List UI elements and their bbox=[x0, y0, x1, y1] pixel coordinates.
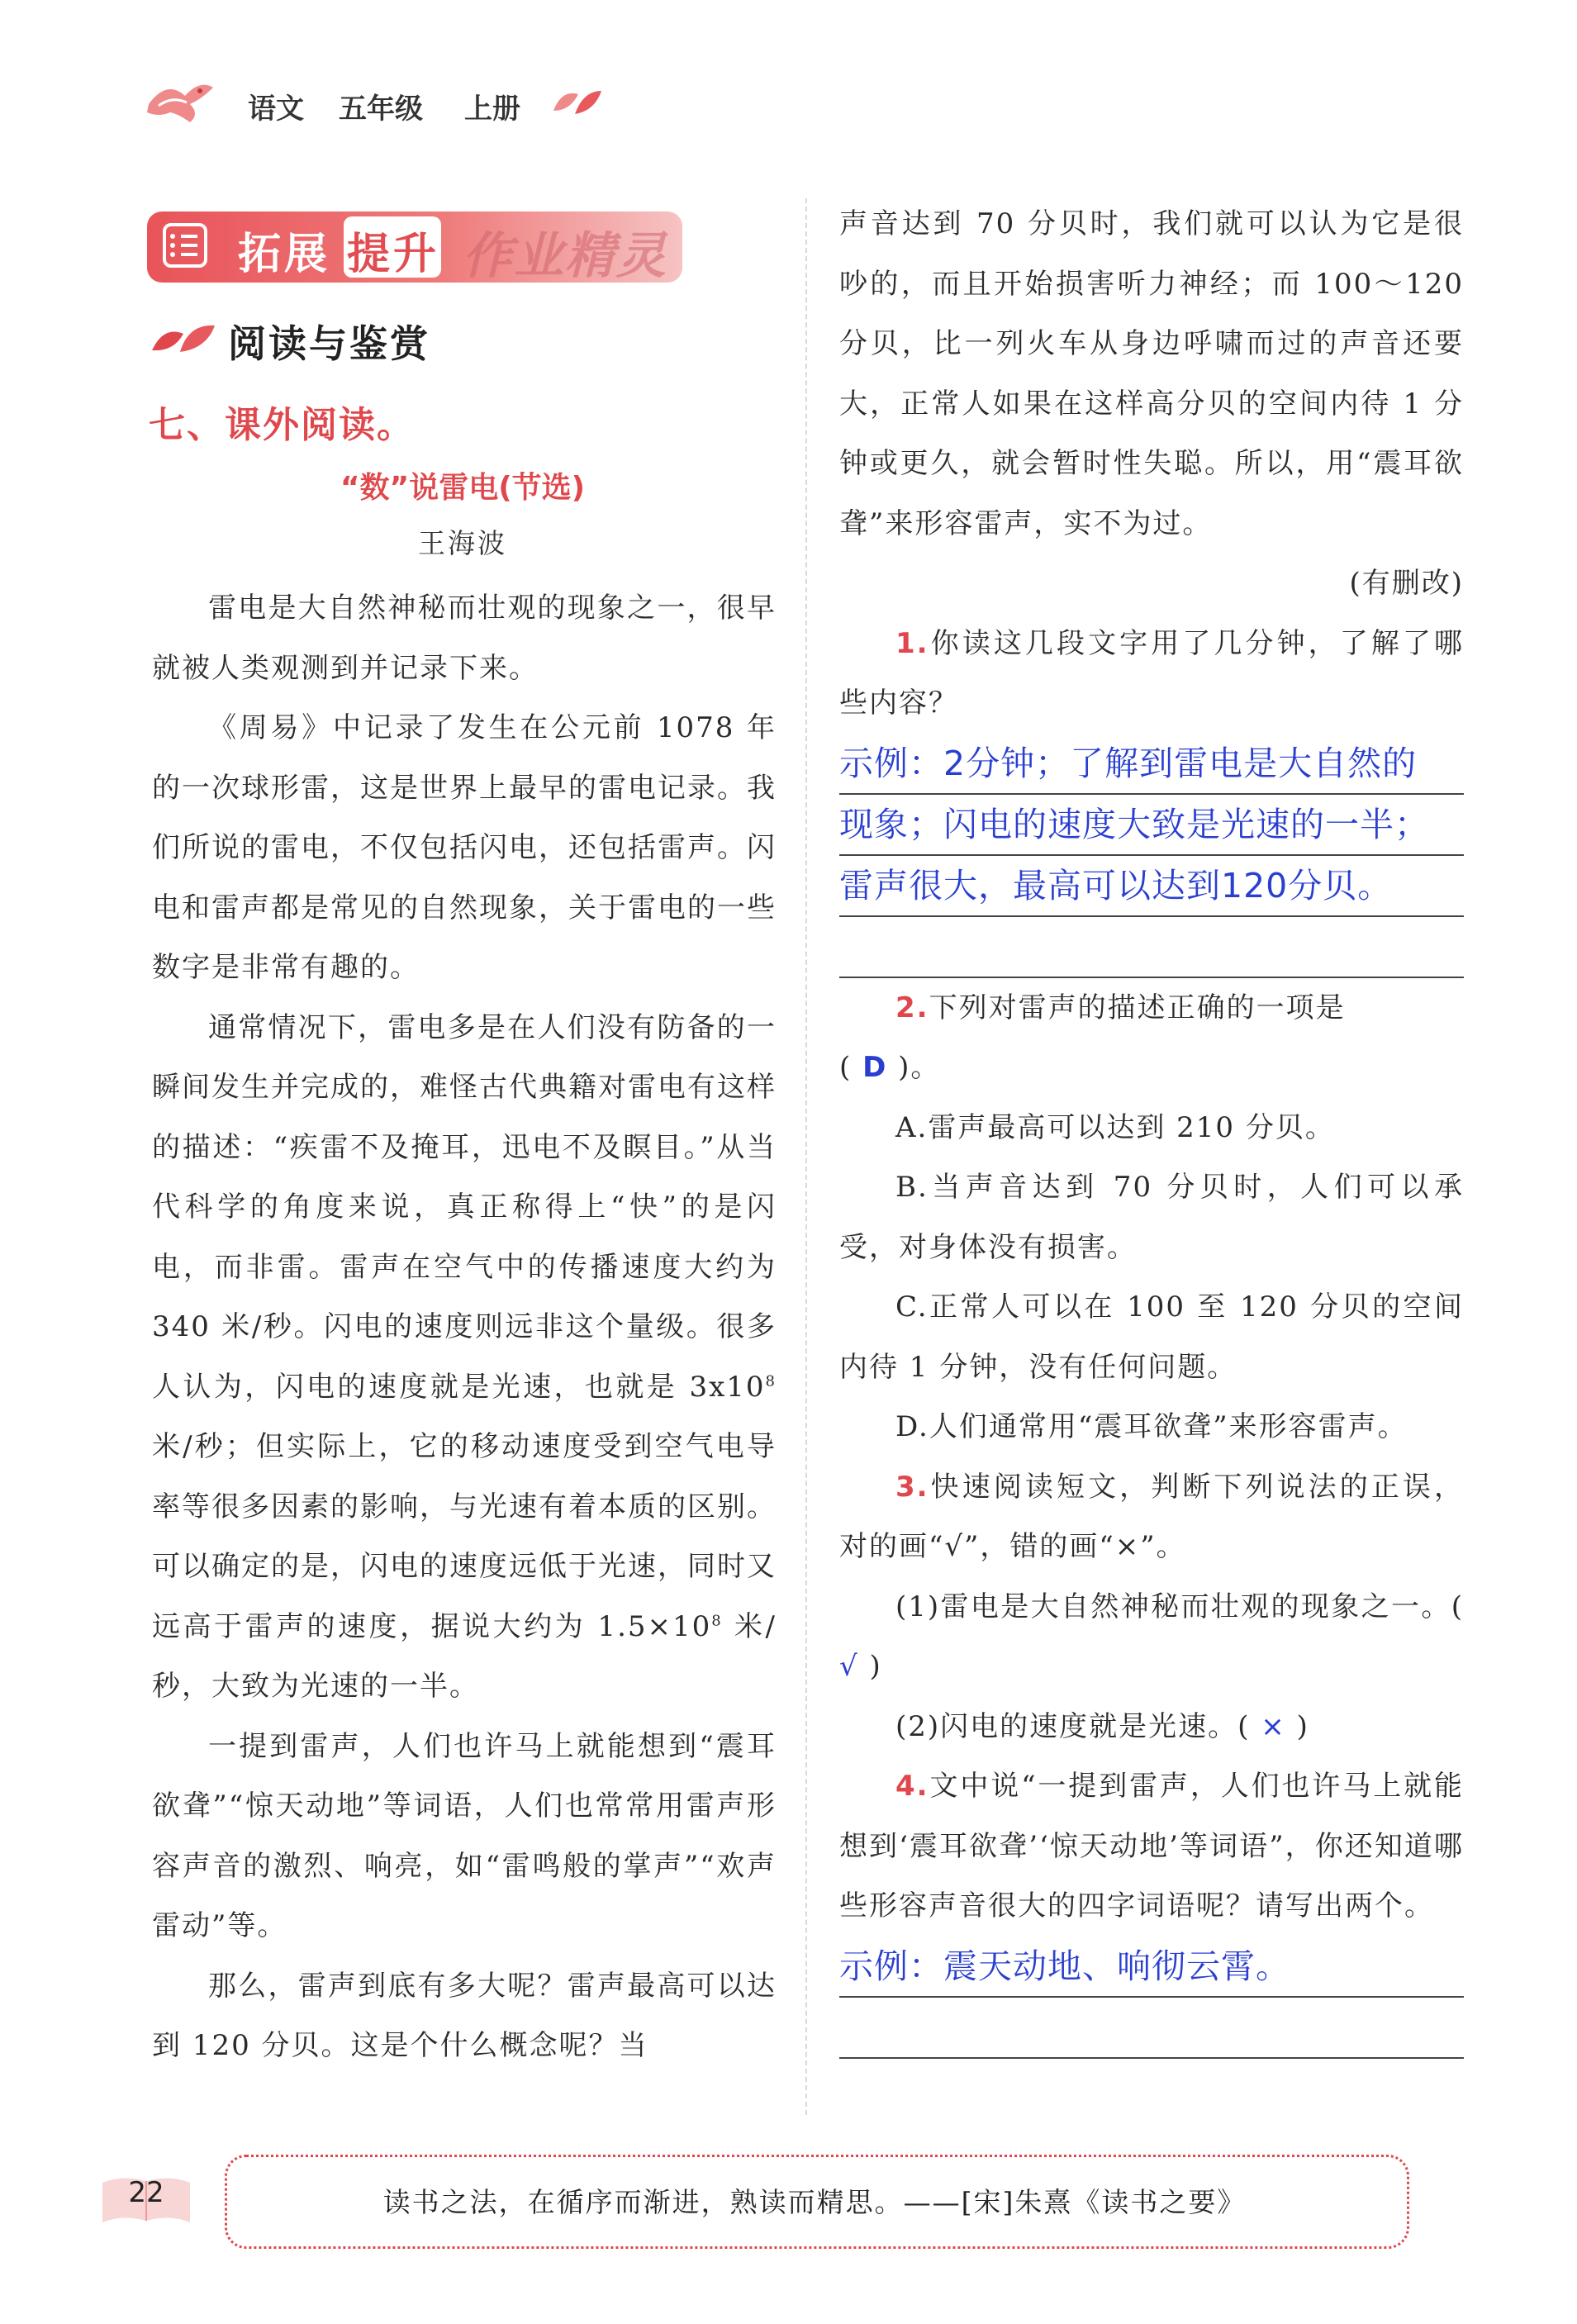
banner-title-b: 提升 bbox=[347, 230, 440, 279]
question-heading: 七、课外阅读。 bbox=[149, 404, 415, 446]
answer-line: 现象；闪电的速度大致是光速的一半； bbox=[839, 795, 1464, 856]
section-title: 阅读与鉴赏 bbox=[228, 321, 430, 366]
question-3-text: 快速阅读短文，判断下列说法的正误，对的画“√”，错的画“×”。 bbox=[839, 1470, 1464, 1563]
leaf-icon bbox=[149, 319, 218, 359]
option-a: A.雷声最高可以达到 210 分贝。 bbox=[895, 1110, 1335, 1144]
paragraph-2: 《周易》中记录了发生在公元前 1078 年的一次球形雷，这是世界上最早的雷电记录。我们所说的雷电，不仅包括闪电，还包括雷声。闪电和雷声都是常见的自然现象，关于雷电的一些数字是非常有趣的。 bbox=[152, 711, 777, 984]
paragraph-3-part-a: 通常情况下，雷电多是在人们没有防备的一瞬间发生并完成的，难怪古代典籍对雷电有这样的描述：“疾雷不及掩耳，迅电不及瞑目。”从当代科学的角度来说，真正称得上“快”的是闪电，而非雷。雷声在空气中的传播速度大约为 340 米/秒。闪电的速度则远非这个量级。很多人认为，闪电的速度就是光速，也就是 3x10 bbox=[152, 1010, 777, 1404]
question-3-item-1 bbox=[839, 1577, 1464, 1697]
column-divider bbox=[805, 198, 807, 2115]
paragraph-1: 雷电是大自然神秘而壮观的现象之一，很早就被人类观测到并记录下来。 bbox=[152, 592, 777, 685]
question-2-answer: D bbox=[862, 1051, 888, 1084]
question-2 bbox=[839, 978, 1464, 1038]
paren-open: ( bbox=[839, 1051, 853, 1084]
leaf-decoration-icon bbox=[550, 86, 603, 121]
checklist-icon bbox=[159, 220, 211, 271]
blank-answer-line bbox=[839, 1998, 1464, 2059]
paragraph-5-start: 那么，雷声到底有多大呢？雷声最高可以达到 120 分贝。这是个什么概念呢？当 bbox=[152, 1969, 777, 2062]
header-grade: 五年级 bbox=[339, 93, 423, 126]
paragraph-5-end: 声音达到 70 分贝时，我们就可以认为它是很吵的，而且开始损害听力神经；而 100～120 分贝，比一列火车从身边呼啸而过的声音还要大，正常人如果在这样高分贝的空间内待 1 分钟或更久，就会暂时性失聪。所以，用“震耳欲聋”来形容雷声，实不为过。 bbox=[839, 207, 1464, 540]
question-2-text: 下列对雷声的描述正确的一项是 bbox=[929, 991, 1346, 1024]
article-author: 王海波 bbox=[418, 527, 507, 559]
question-3-number: 3. bbox=[895, 1470, 929, 1504]
banner-title-a: 拓展 bbox=[238, 230, 331, 279]
option-d: D.人们通常用“震耳欲聋”来形容雷声。 bbox=[895, 1410, 1408, 1443]
question-4-number: 4. bbox=[895, 1770, 929, 1803]
item-1-text: (1)雷电是大自然神秘而壮观的现象之一。( bbox=[895, 1590, 1464, 1623]
exponent: 8 bbox=[711, 1612, 723, 1630]
paren-close: )。 bbox=[898, 1051, 941, 1084]
question-1-text: 你读这几段文字用了几分钟，了解了哪些内容？ bbox=[839, 626, 1464, 720]
page-number: 22 bbox=[128, 2176, 164, 2209]
paragraph-3 bbox=[152, 998, 777, 1717]
source-note: (有删改) bbox=[1349, 567, 1464, 600]
header-subject: 语文 bbox=[248, 93, 304, 126]
answer-line: 示例：震天动地、响彻云霄。 bbox=[839, 1937, 1464, 1998]
paren-close: ) bbox=[1296, 1709, 1309, 1743]
footer-quote: 读书之法，在循序而渐进，熟读而精思。——[宋]朱熹《读书之要》 bbox=[382, 2186, 1247, 2218]
question-1 bbox=[839, 614, 1464, 734]
answer-line: 雷声很大，最高可以达到120分贝。 bbox=[839, 856, 1464, 917]
option-b: B.当声音达到 70 分贝时，人们可以承受，对身体没有损害。 bbox=[839, 1171, 1464, 1264]
paragraph-3-part-c: 米/秒，大致为光速的一半。 bbox=[152, 1609, 777, 1703]
question-3-item-2 bbox=[839, 1697, 1464, 1757]
header-volume: 上册 bbox=[464, 93, 520, 126]
question-4-text: 文中说“一提到雷声，人们也许马上就能想到‘震耳欲聋’‘惊天动地’等词语”，你还知道哪些形容声音很大的四字词语呢？请写出两个。 bbox=[839, 1770, 1464, 1922]
question-2-blank bbox=[839, 1038, 1464, 1098]
answer-line: 示例：2分钟；了解到雷电是大自然的 bbox=[839, 734, 1464, 795]
paragraph-4: 一提到雷声，人们也许马上就能想到“震耳欲聋”“惊天动地”等词语，人们也常常用雷声形容声音的激烈、响亮，如“雷鸣般的掌声”“欢声雷动”等。 bbox=[152, 1729, 777, 1942]
question-4 bbox=[839, 1756, 1464, 1937]
article-body-left bbox=[152, 578, 777, 2076]
item-2-answer: × bbox=[1261, 1709, 1286, 1743]
option-c: C.正常人可以在 100 至 120 分贝的空间内待 1 分钟，没有任何问题。 bbox=[839, 1290, 1464, 1384]
bird-logo-icon bbox=[142, 71, 216, 129]
paren-close: ) bbox=[869, 1650, 882, 1683]
blank-answer-line bbox=[839, 917, 1464, 978]
paragraph-3-part-b: 米/秒；但实际上，它的移动速度受到空气电导率等很多因素的影响，与光速有着本质的区别。可以确定的是，闪电的速度远低于光速，同时又远高于雷声的速度，据说大约为 1.5×10 bbox=[152, 1430, 777, 1643]
exponent: 8 bbox=[765, 1372, 777, 1390]
item-1-answer: √ bbox=[839, 1650, 859, 1683]
item-2-text: (2)闪电的速度就是光速。( bbox=[895, 1709, 1251, 1743]
article-title: “数”说雷电(节选) bbox=[340, 471, 586, 505]
banner-watermark: 作业精灵 bbox=[463, 227, 667, 285]
question-3 bbox=[839, 1457, 1464, 1577]
article-body-right bbox=[839, 194, 1464, 2059]
question-1-number: 1. bbox=[895, 626, 929, 660]
question-2-number: 2. bbox=[895, 991, 929, 1024]
